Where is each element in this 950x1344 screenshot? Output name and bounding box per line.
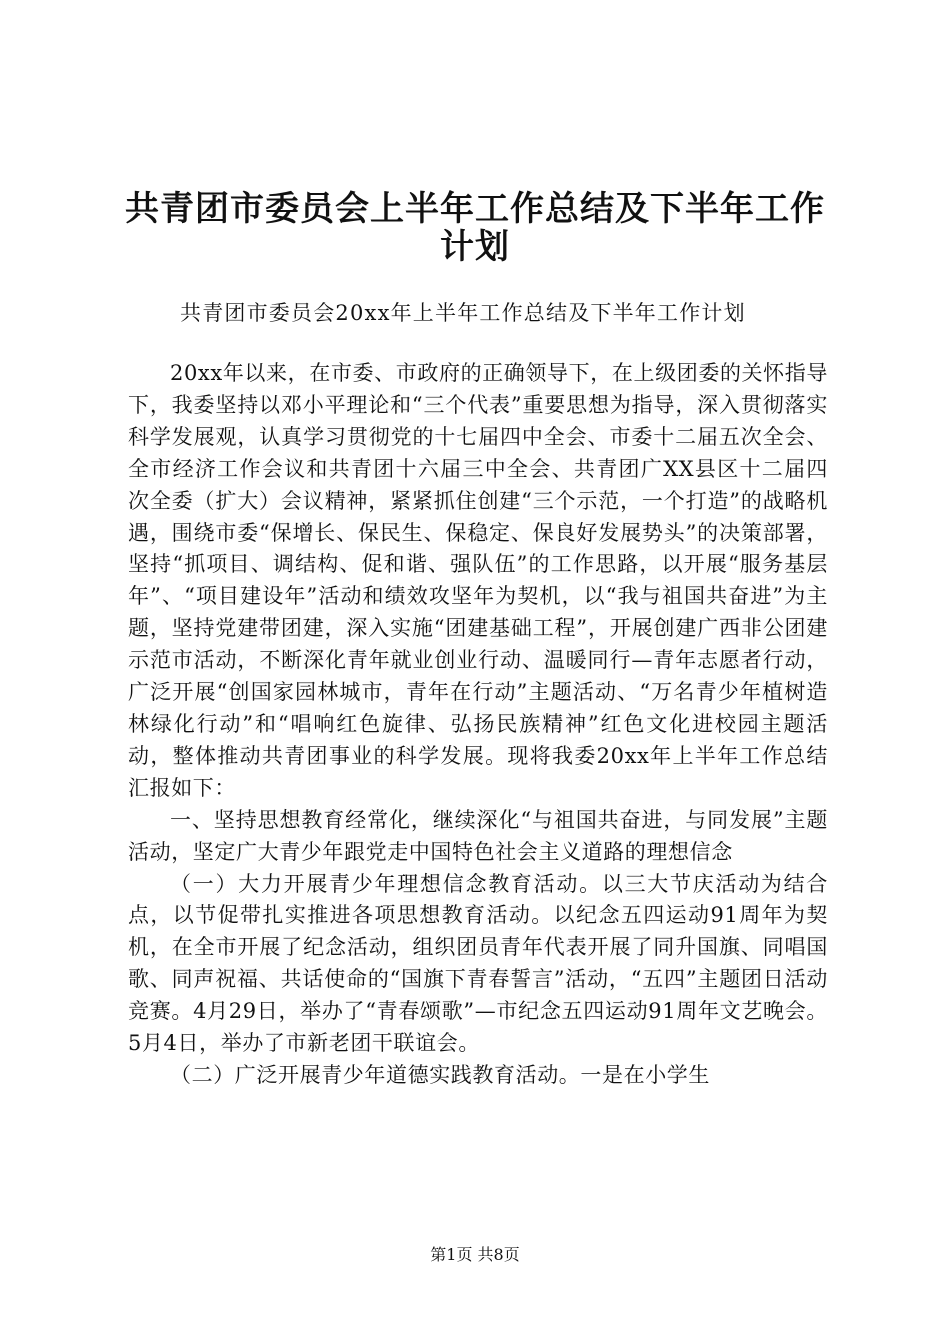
- paragraph-item-1: （一）大力开展青少年理想信念教育活动。以三大节庆活动为结合点，以节促带扎实推进各项思想教育活动。以纪念五四运动91周年为契机，在全市开展了纪念活动，组织团员青年代表开展了同升国旗、同唱国歌、同声祝福、共话使命的“国旗下青春誓言”活动，“五四”主题团日活动竞赛。4月29日，举办了“青春颂歌”—市纪念五四运动91周年文艺晚会。5月4日，举办了市新老团干联谊会。: [128, 871, 828, 1056]
- paragraph-section-1-heading: 一、坚持思想教育经常化，继续深化“与祖国共奋进，与同发展”主题活动，坚定广大青少年跟党走中国特色社会主义道路的理想信念: [128, 807, 828, 864]
- paragraph-intro: 20xx年以来，在市委、市政府的正确领导下，在上级团委的关怀指导下，我委坚持以邓小平理论和“三个代表”重要思想为指导，深入贯彻落实科学发展观，认真学习贯彻党的十七届四中全会、市委十二届五次全会、全市经济工作会议和共青团十六届三中全会、共青团广XX县区十二届四次全委（扩大）会议精神，紧紧抓住创建“三个示范，一个打造”的战略机遇，围绕市委“保增长、保民生、保稳定、保良好发展势头”的决策部署，坚持“抓项目、调结构、促和谐、强队伍”的工作思路，以开展“服务基层年”、“项目建设年”活动和绩效攻坚年为契机，以“我与祖国共奋进”为主题，坚持党建带团建，深入实施“团建基础工程”，开展创建广西非公团建示范市活动，不断深化青年就业创业行动、温暖同行—青年志愿者行动，广泛开展“创国家园林城市，青年在行动”主题活动、“万名青少年植树造林绿化行动”和“唱响红色旋律、弘扬民族精神”红色文化进校园主题活动，整体推动共青团事业的科学发展。现将我委20xx年上半年工作总结汇报如下：: [128, 361, 828, 800]
- document-title-line-1: 共青团市委员会上半年工作总结及下半年工作: [125, 189, 825, 229]
- document-body: [128, 358, 828, 1092]
- paragraph-item-2: （二）广泛开展青少年道德实践教育活动。一是在小学生: [170, 1062, 710, 1087]
- document-title-line-2: 计划: [440, 227, 510, 267]
- document-subtitle: 共青团市委员会20xx年上半年工作总结及下半年工作计划: [180, 301, 746, 325]
- page-number-footer: 第1页 共8页: [430, 1245, 520, 1264]
